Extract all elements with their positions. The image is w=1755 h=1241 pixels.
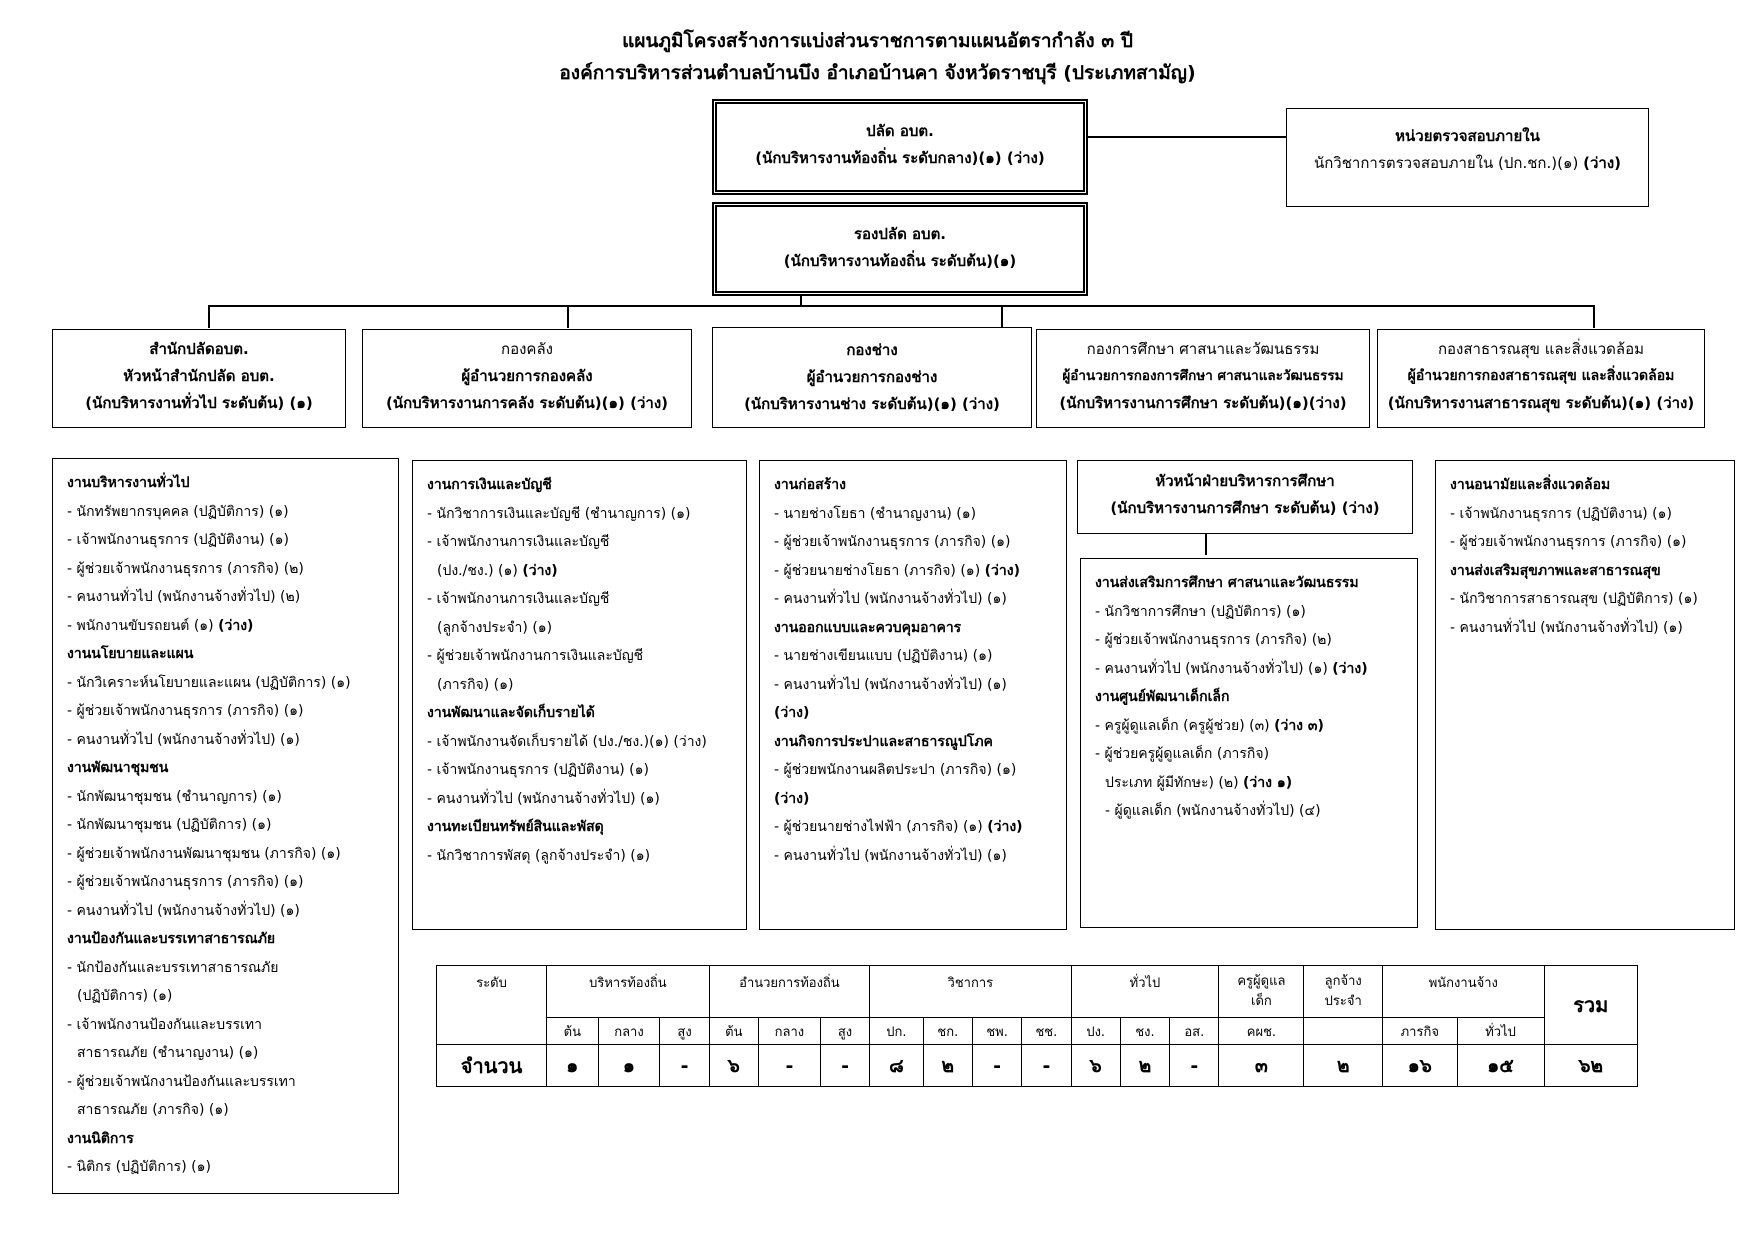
position-text: - ผู้ช่วยนายช่างไฟฟ้า (ภารกิจ) (๑) (774, 819, 988, 835)
section-heading (774, 785, 1066, 814)
position-text: งานพัฒนาชุมชน (67, 760, 169, 776)
division-head: ผู้อำนวยการกองคลัง (461, 367, 593, 385)
position-text: สาธารณภัย (ชำนาญงาน) (๑) (77, 1045, 259, 1061)
staff-position (427, 842, 746, 871)
internal-audit-position (1287, 150, 1648, 177)
position-text: - คนงานทั่วไป (พนักงานจ้างทั่วไป) (๑) (1095, 660, 1333, 677)
table-value-cell: ๑๖ (1383, 1045, 1457, 1087)
education-staff-panel (1080, 558, 1418, 928)
position-text: งานป้องกันและบรรเทาสาธารณภัย (67, 931, 276, 947)
table-header-general: ทั่วไป (1071, 966, 1219, 1018)
table-subheader-cell: ทั่วไป (1457, 1018, 1544, 1045)
position-text: - ผู้ช่วยเจ้าพนักงานธุรการ (ภารกิจ) (๑) (774, 534, 1011, 550)
position-text: - คนงานทั่วไป (พนักงานจ้างทั่วไป) (๑) (427, 790, 660, 807)
position-text: (ปง./ชง.) (๑) (437, 562, 523, 579)
division-head: ผู้อำนวยการกองการศึกษา ศาสนาและวัฒนธรรม (1062, 368, 1344, 384)
division-name: กองคลัง (501, 340, 553, 358)
staff-position (67, 612, 398, 641)
staff-position (774, 842, 1066, 871)
table-value-cell: ๖ (1071, 1045, 1120, 1087)
division-head: หัวหน้าสำนักปลัด อบต. (123, 367, 275, 385)
table-subheader-cell: คผช. (1219, 1018, 1304, 1045)
section-heading (67, 469, 398, 498)
table-value-cell: - (820, 1045, 869, 1087)
staff-position (67, 783, 398, 812)
position-text: - ผู้ช่วยเจ้าพนักงานป้องกันและบรรเทา (67, 1073, 296, 1090)
chart-title-line2: องค์การบริหารส่วนตำบลบ้านบึง อำเภอบ้านคา จังหวัดราชบุรี (ประเภทสามัญ) (559, 62, 1196, 84)
section-heading (774, 728, 1066, 757)
position-text: - คนงานทั่วไป (พนักงานจ้างทั่วไป) (๑) (1450, 619, 1683, 636)
table-subheader-cell: ปก. (870, 1018, 923, 1045)
position-text: - ผู้ช่วยเจ้าพนักงานธุรการ (ภารกิจ) (๑) (1450, 534, 1687, 550)
position-text: - ผู้ช่วยเจ้าพนักงานการเงินและบัญชี (427, 648, 644, 664)
internal-audit-title: หน่วยตรวจสอบภายใน (1395, 127, 1540, 145)
staff-position (427, 557, 746, 586)
section-heading (1095, 683, 1417, 712)
position-text: (ว่าง) (774, 705, 810, 721)
staff-position (1095, 740, 1417, 769)
position-text: - เจ้าพนักงานธุรการ (ปฏิบัติงาน) (๑) (67, 532, 289, 548)
staff-position (427, 585, 746, 614)
table-header-teacher: ครูผู้ดูแล เด็ก (1219, 966, 1304, 1018)
table-subheader-cell (1304, 1018, 1383, 1045)
division-name: กองช่าง (846, 341, 898, 359)
table-value-cell: ๑๕ (1457, 1045, 1544, 1087)
section-heading (67, 754, 398, 783)
position-text: - คนงานทั่วไป (พนักงานจ้างทั่วไป) (๑) (67, 902, 300, 919)
section-heading (1450, 557, 1734, 586)
table-subheader-cell: ชช. (1022, 1018, 1071, 1045)
division-head-level: (นักบริหารงานการศึกษา ระดับต้น)(๑)(ว่าง) (1059, 394, 1347, 412)
staff-position (1450, 585, 1734, 614)
position-text: งานก่อสร้าง (774, 477, 846, 493)
division-box-office (52, 329, 346, 428)
staff-position (1095, 712, 1417, 741)
division-head-level: (นักบริหารงานสาธารณสุข ระดับต้น)(๑) (ว่าง) (1387, 394, 1695, 412)
division-name: สำนักปลัดอบต. (149, 340, 249, 358)
staff-position (1450, 528, 1734, 557)
table-subheader-cell: ชพ. (972, 1018, 1021, 1045)
connector-horizontal (208, 305, 1594, 307)
position-text: - ผู้ช่วยเจ้าพนักงานพัฒนาชุมชน (ภารกิจ) (๑) (67, 845, 341, 862)
division-box-education (1036, 329, 1370, 428)
staff-position (427, 614, 746, 643)
staff-position (1095, 598, 1417, 627)
table-value-cell: ๒ (1120, 1045, 1169, 1087)
position-text: - นักพัฒนาชุมชน (ชำนาญการ) (๑) (67, 788, 282, 805)
table-header-employee: พนักงานจ้าง (1383, 966, 1545, 1018)
table-value-cell: ๘ (870, 1045, 923, 1087)
office-staff-panel (52, 458, 399, 1194)
position-text: - นักวิเคราะห์นโยบายและแผน (ปฏิบัติการ) (๑) (67, 674, 351, 691)
connector-div1 (208, 305, 210, 328)
position-text: - เจ้าพนักงานการเงินและบัญชี (427, 591, 610, 607)
staff-position (1095, 769, 1417, 798)
staff-position (774, 500, 1066, 529)
staff-position (67, 669, 398, 698)
table-subheader-cell: ปง. (1071, 1018, 1120, 1045)
position-text: - คนงานทั่วไป (พนักงานจ้างทั่วไป) (๑) (67, 731, 300, 748)
table-header-level: ระดับ (437, 966, 547, 1045)
table-header-total: รวม (1544, 966, 1637, 1045)
section-heading (427, 813, 746, 842)
staff-position (427, 528, 746, 557)
section-heading (427, 699, 746, 728)
staff-position (67, 1011, 398, 1040)
position-text: ประเภท ผู้มีทักษะ) (๒) (1105, 774, 1244, 791)
education-head-position: (นักบริหารงานการศึกษา ระดับต้น) (ว่าง) (1110, 499, 1380, 517)
position-text: งานการเงินและบัญชี (427, 477, 552, 493)
connector-audit (1087, 136, 1287, 138)
table-value-cell: ๑ (547, 1045, 598, 1087)
staff-position (427, 642, 746, 671)
staff-position (1450, 614, 1734, 643)
position-text: งานนโยบายและแผน (67, 646, 194, 662)
position-text: - เจ้าพนักงานธุรการ (ปฏิบัติงาน) (๑) (1450, 505, 1672, 522)
staff-position (67, 726, 398, 755)
position-text: - คนงานทั่วไป (พนักงานจ้างทั่วไป) (๑) (774, 847, 1007, 864)
section-heading (67, 925, 398, 954)
table-value-cell: - (972, 1045, 1021, 1087)
position-text: (ภารกิจ) (๑) (437, 676, 514, 693)
section-heading (427, 471, 746, 500)
table-subheader-cell: ภารกิจ (1383, 1018, 1457, 1045)
staff-position (1095, 655, 1417, 684)
section-heading (67, 1125, 398, 1154)
staff-position (67, 697, 398, 726)
deputy-admin-position: (นักบริหารงานท้องถิ่น ระดับต้น)(๑) (783, 252, 1017, 270)
table-value-cell: ๓ (1219, 1045, 1304, 1087)
position-text: - ผู้ช่วยครูผู้ดูแลเด็ก (ภารกิจ) (1095, 746, 1270, 762)
staff-position (774, 756, 1066, 785)
staff-position (774, 671, 1066, 700)
education-head-title: หัวหน้าฝ่ายบริหารการศึกษา (1155, 472, 1335, 490)
staff-position (67, 982, 398, 1011)
position-text: งานส่งเสริมการศึกษา ศาสนาและวัฒนธรรม (1095, 575, 1359, 591)
division-name: กองสาธารณสุข และสิ่งแวดล้อม (1437, 340, 1645, 358)
staff-summary-table (436, 965, 1638, 1087)
section-heading (67, 640, 398, 669)
chart-title-line1: แผนภูมิโครงสร้างการแบ่งส่วนราชการตามแผนอัตรากำลัง ๓ ปี (622, 30, 1133, 52)
table-value-cell: ๒ (923, 1045, 972, 1087)
position-text: - เจ้าพนักงานการเงินและบัญชี (427, 534, 610, 550)
table-subheader-cell: สูง (660, 1018, 709, 1045)
education-head-box (1077, 460, 1413, 534)
table-header-director: อำนวยการท้องถิ่น (709, 966, 869, 1018)
table-subheader-cell: ต้น (547, 1018, 598, 1045)
staff-position (67, 954, 398, 983)
section-heading (774, 614, 1066, 643)
connector-div5 (1593, 305, 1595, 328)
division-head-level: (นักบริหารงานการคลัง ระดับต้น)(๑) (ว่าง) (385, 394, 669, 412)
chief-admin-title: ปลัด อบต. (866, 122, 934, 140)
division-box-engineering (712, 327, 1032, 428)
position-text: (ว่าง) (774, 790, 810, 807)
table-value-cell: - (1022, 1045, 1071, 1087)
vacant-badge: (ว่าง) (522, 562, 558, 579)
position-text: - เจ้าพนักงานจัดเก็บรายได้ (ปง./ชง.)(๑) (ว่าง) (427, 733, 707, 750)
division-box-health (1377, 329, 1705, 428)
table-subheader-cell: ชก. (923, 1018, 972, 1045)
staff-position (67, 1096, 398, 1125)
position-text: - เจ้าพนักงานป้องกันและบรรเทา (67, 1016, 262, 1033)
position-text: - คนงานทั่วไป (พนักงานจ้างทั่วไป) (๑) (774, 591, 1007, 607)
position-text: - ครูผู้ดูแลเด็ก (ครูผู้ช่วย) (๓) (1095, 717, 1275, 734)
staff-position (774, 642, 1066, 671)
position-text: งานกิจการประปาและสาธารณูปโภค (774, 733, 993, 750)
position-text: งานบริหารงานทั่วไป (67, 475, 190, 491)
section-heading (774, 471, 1066, 500)
position-text: - นักวิชาการเงินและบัญชี (ชำนาญการ) (๑) (427, 505, 691, 522)
health-staff-panel (1435, 460, 1735, 930)
position-text: - ผู้ช่วยพนักงานผลิตประปา (ภารกิจ) (๑) (774, 762, 1017, 778)
staff-position (67, 868, 398, 897)
staff-position (427, 756, 746, 785)
division-head-level: (นักบริหารงานทั่วไป ระดับต้น) (๑) (85, 394, 313, 412)
position-text: - ผู้ช่วยนายช่างโยธา (ภารกิจ) (๑) (774, 562, 985, 579)
staff-position (67, 897, 398, 926)
staff-position (774, 585, 1066, 614)
table-total-cell: ๖๒ (1544, 1045, 1637, 1087)
table-value-cell: ๖ (709, 1045, 758, 1087)
position-text: - ผู้ช่วยเจ้าพนักงานธุรการ (ภารกิจ) (๑) (67, 703, 304, 719)
position-text: - นายช่างเขียนแบบ (ปฏิบัติงาน) (๑) (774, 648, 993, 664)
table-subheader-cell: อส. (1170, 1018, 1219, 1045)
position-text: - นิติกร (ปฏิบัติการ) (๑) (67, 1159, 211, 1175)
deputy-admin-title: รองปลัด อบต. (853, 225, 947, 243)
staff-position (1095, 626, 1417, 655)
vacant-badge: (ว่าง) (218, 617, 254, 634)
chief-admin-box (712, 99, 1088, 195)
division-box-finance (362, 329, 692, 428)
division-head: ผู้อำนวยการกองสาธารณสุข และสิ่งแวดล้อม (1407, 368, 1675, 384)
connector-div2 (567, 305, 569, 328)
position-text: - นักวิชาการพัสดุ (ลูกจ้างประจำ) (๑) (427, 847, 651, 864)
table-value-cell: ๑ (598, 1045, 660, 1087)
division-head: ผู้อำนวยการกองช่าง (806, 368, 938, 386)
position-text: (ลูกจ้างประจำ) (๑) (437, 619, 553, 636)
table-subheader-cell: กลาง (758, 1018, 820, 1045)
section-heading (1095, 569, 1417, 598)
position-text: งานศูนย์พัฒนาเด็กเล็ก (1095, 689, 1230, 705)
position-text: งานนิติการ (67, 1130, 134, 1147)
position-text: - พนักงานขับรถยนต์ (๑) (67, 617, 219, 634)
position-text: (ปฏิบัติการ) (๑) (77, 988, 173, 1004)
position-text: - นักวิชาการศึกษา (ปฏิบัติการ) (๑) (1095, 603, 1306, 620)
section-heading (1450, 471, 1734, 500)
staff-position (774, 813, 1066, 842)
staff-position (1095, 797, 1417, 826)
staff-position (67, 840, 398, 869)
position-text: - นักทรัพยากรบุคคล (ปฏิบัติการ) (๑) (67, 503, 289, 520)
staff-position (774, 528, 1066, 557)
position-text: - ผู้ดูแลเด็ก (พนักงานจ้างทั่วไป) (๔) (1105, 803, 1321, 819)
position-text: งานส่งเสริมสุขภาพและสาธารณสุข (1450, 562, 1661, 579)
table-subheader-cell: ชง. (1120, 1018, 1169, 1045)
position-text: งานทะเบียนทรัพย์สินและพัสดุ (427, 819, 604, 835)
table-subheader-cell: ต้น (709, 1018, 758, 1045)
position-text: - ผู้ช่วยเจ้าพนักงานธุรการ (ภารกิจ) (๒) (67, 560, 304, 577)
staff-position (774, 557, 1066, 586)
chief-admin-position: (นักบริหารงานท้องถิ่น ระดับกลาง)(๑) (ว่าง) (755, 149, 1045, 167)
table-value-cell: - (758, 1045, 820, 1087)
position-text: งานอนามัยและสิ่งแวดล้อม (1450, 477, 1611, 493)
position-text: - นายช่างโยธา (ชำนาญงาน) (๑) (774, 505, 977, 522)
division-head-level: (นักบริหารงานช่าง ระดับต้น)(๑) (ว่าง) (744, 395, 1000, 413)
table-row-label: จำนวน (437, 1045, 547, 1087)
table-value-cell: - (660, 1045, 709, 1087)
table-value-cell: ๒ (1304, 1045, 1383, 1087)
staff-position (67, 498, 398, 527)
position-text: - ผู้ช่วยเจ้าพนักงานธุรการ (ภารกิจ) (๑) (67, 874, 304, 890)
position-text: งานพัฒนาและจัดเก็บรายได้ (427, 705, 595, 721)
deputy-admin-box (712, 202, 1088, 296)
position-text: - นักวิชาการสาธารณสุข (ปฏิบัติการ) (๑) (1450, 591, 1698, 607)
staff-position (67, 1068, 398, 1097)
staff-position (67, 1153, 398, 1182)
staff-position (67, 583, 398, 612)
vacant-badge: (ว่าง ๓) (1274, 717, 1324, 734)
table-subheader-cell: กลาง (598, 1018, 660, 1045)
section-heading (774, 699, 1066, 728)
staff-position (427, 728, 746, 757)
staff-position (1450, 500, 1734, 529)
table-header-academic: วิชาการ (870, 966, 1071, 1018)
internal-audit-box (1286, 108, 1649, 207)
finance-staff-panel (412, 460, 747, 930)
position-text: - คนงานทั่วไป (พนักงานจ้างทั่วไป) (๑) (774, 676, 1007, 693)
division-name: กองการศึกษา ศาสนาและวัฒนธรรม (1086, 340, 1320, 358)
position-text: - ผู้ช่วยเจ้าพนักงานธุรการ (ภารกิจ) (๒) (1095, 632, 1332, 648)
table-value-cell: - (1170, 1045, 1219, 1087)
vacant-badge: (ว่าง) (1332, 660, 1368, 677)
staff-position (427, 500, 746, 529)
table-header-permanent: ลูกจ้าง ประจำ (1304, 966, 1383, 1018)
internal-audit-vacant: (ว่าง) (1583, 154, 1622, 172)
position-text: - นักป้องกันและบรรเทาสาธารณภัย (67, 959, 279, 976)
position-text: สาธารณภัย (ภารกิจ) (๑) (77, 1102, 229, 1118)
staff-position (67, 555, 398, 584)
connector-div4 (1001, 305, 1003, 328)
vacant-badge: (ว่าง) (987, 819, 1023, 835)
staff-position (427, 671, 746, 700)
vacant-badge: (ว่าง) (984, 562, 1020, 579)
staff-position (67, 811, 398, 840)
staff-position (67, 1039, 398, 1068)
position-text: - คนงานทั่วไป (พนักงานจ้างทั่วไป) (๒) (67, 589, 301, 605)
internal-audit-position-text: นักวิชาการตรวจสอบภายใน (ปก.ชก.)(๑) (1313, 154, 1579, 172)
table-header-admin: บริหารท้องถิ่น (547, 966, 710, 1018)
position-text: - เจ้าพนักงานธุรการ (ปฏิบัติงาน) (๑) (427, 762, 649, 778)
engineering-staff-panel (759, 460, 1067, 930)
vacant-badge: (ว่าง ๑) (1243, 774, 1293, 791)
table-subheader-cell: สูง (820, 1018, 869, 1045)
staff-position (427, 785, 746, 814)
position-text: งานออกแบบและควบคุมอาคาร (774, 619, 962, 636)
staff-position (67, 526, 398, 555)
position-text: - นักพัฒนาชุมชน (ปฏิบัติการ) (๑) (67, 817, 272, 833)
